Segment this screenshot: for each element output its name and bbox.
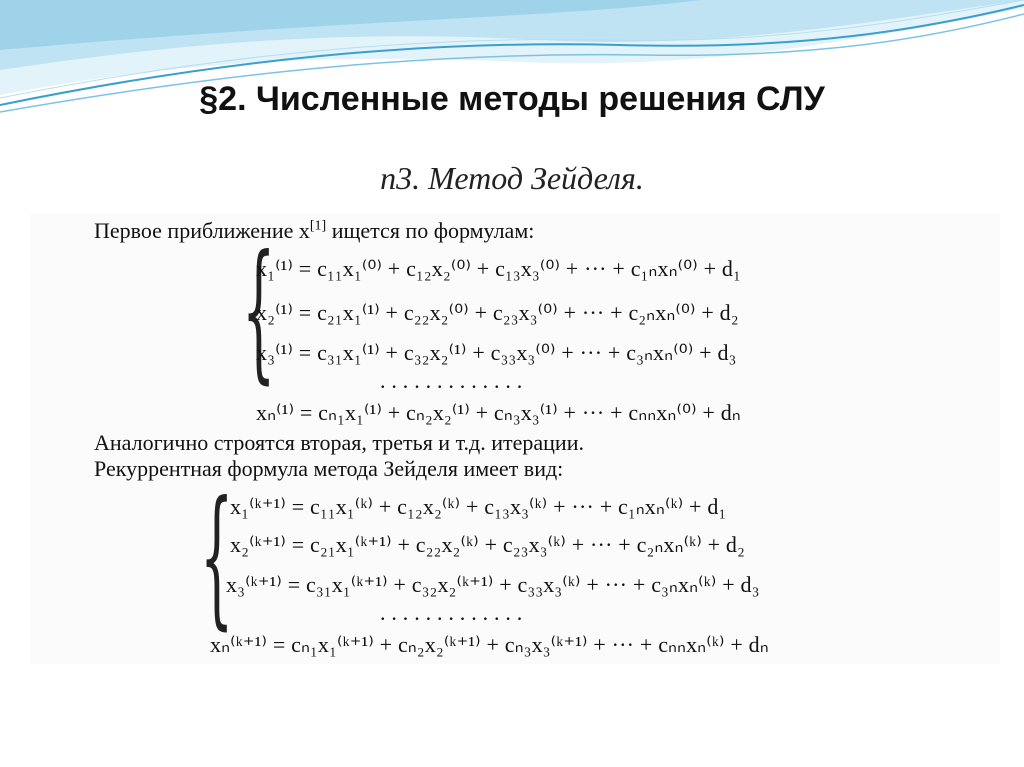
slide-title: §2. Численные методы решения СЛУ xyxy=(199,80,825,118)
analog-text: Аналогично строятся вторая, третья и т.д. итерации. xyxy=(94,430,584,455)
intro-text xyxy=(94,218,534,244)
intro-superscript: [1] xyxy=(309,218,327,234)
system2-equation-1: x₁⁽ᵏ⁺¹⁾ = c₁₁x₁⁽ᵏ⁾ + c₁₂x₂⁽ᵏ⁾ + c₁₃x₃⁽ᵏ⁾ + ··· + c₁ₙxₙ⁽ᵏ⁾ + d₁ xyxy=(230,494,727,519)
system1-equation-2: x₂⁽¹⁾ = c₂₁x₁⁽¹⁾ + c₂₂x₂⁽⁰⁾ + c₂₃x₃⁽⁰⁾ + ··· + c₂ₙxₙ⁽⁰⁾ + d₂ xyxy=(256,300,739,325)
intro-tail: ищется по формулам: xyxy=(326,218,535,243)
system1-equation-1: x₁⁽¹⁾ = c₁₁x₁⁽⁰⁾ + c₁₂x₂⁽⁰⁾ + c₁₃x₃⁽⁰⁾ + ··· + c₁ₙxₙ⁽⁰⁾ + d₁ xyxy=(256,256,741,281)
slide-subtitle: п3. Метод Зейделя. xyxy=(380,160,644,196)
system2-equation-2: x₂⁽ᵏ⁺¹⁾ = c₂₁x₁⁽ᵏ⁺¹⁾ + c₂₂x₂⁽ᵏ⁾ + c₂₃x₃⁽ᵏ⁾ + ··· + c₂ₙxₙ⁽ᵏ⁾ + d₂ xyxy=(230,532,745,557)
system1-brace: { xyxy=(242,224,276,398)
system1-equation-n: xₙ⁽¹⁾ = cₙ₁x₁⁽¹⁾ + cₙ₂x₂⁽¹⁾ + cₙ₃x₃⁽¹⁾ + ··· + cₙₙxₙ⁽⁰⁾ + dₙ xyxy=(256,400,741,425)
system1-equation-3: x₃⁽¹⁾ = c₃₁x₁⁽¹⁾ + c₃₂x₂⁽¹⁾ + c₃₃x₃⁽⁰⁾ + ··· + c₃ₙxₙ⁽⁰⁾ + d₃ xyxy=(256,340,737,365)
system2-equation-3: x₃⁽ᵏ⁺¹⁾ = c₃₁x₁⁽ᵏ⁺¹⁾ + c₃₂x₂⁽ᵏ⁺¹⁾ + c₃₃x₃⁽ᵏ⁾ + ··· + c₃ₙxₙ⁽ᵏ⁾ + d₃ xyxy=(226,572,760,597)
system1-ellipsis-row: . . . . . . . . . . . . . xyxy=(380,368,523,393)
recurrent-text: Рекуррентная формула метода Зейделя имеет вид: xyxy=(94,456,564,481)
intro-label: Первое приближение x xyxy=(94,218,310,243)
formula-panel xyxy=(30,214,1000,664)
system2-equation-n: xₙ⁽ᵏ⁺¹⁾ = cₙ₁x₁⁽ᵏ⁺¹⁾ + cₙ₂x₂⁽ᵏ⁺¹⁾ + cₙ₃x₃⁽ᵏ⁺¹⁾ + ··· + cₙₙxₙ⁽ᵏ⁾ + dₙ xyxy=(210,632,769,657)
system2-brace: { xyxy=(200,470,234,644)
system2-ellipsis-row: . . . . . . . . . . . . . xyxy=(380,600,523,625)
